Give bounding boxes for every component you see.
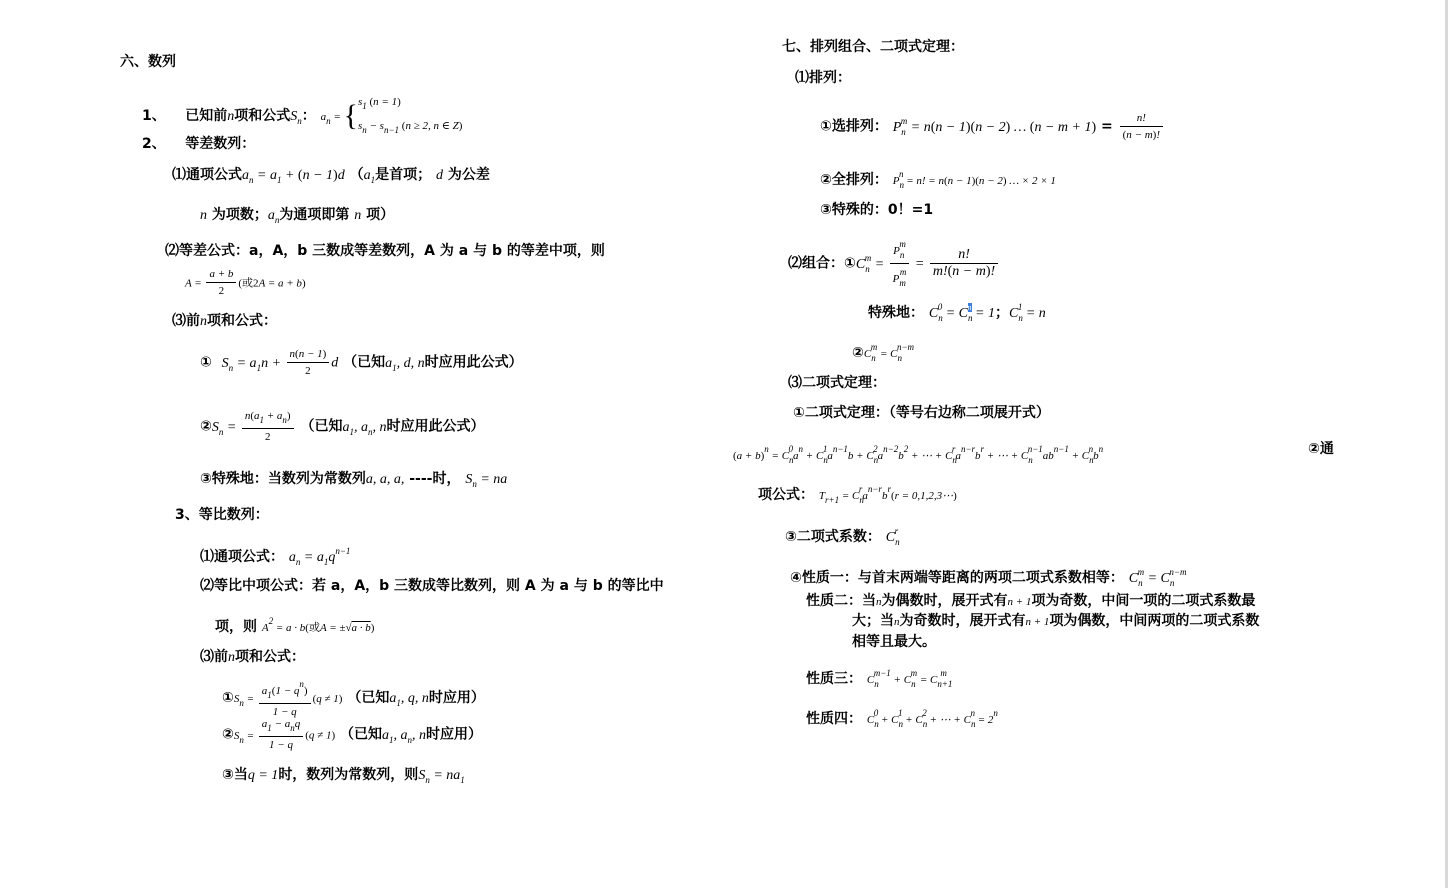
arith-sum-heading: ⑶前n项和公式： xyxy=(172,313,277,329)
full-permutation: ②全排列： $P_n^n = n$! = n(n − 1)(n − 2) … × 2 × 1 xyxy=(820,169,1056,190)
item-3: 3、等比数列： xyxy=(175,507,269,523)
heading-combinatorics: 七、排列组合、二项式定理： xyxy=(782,39,964,55)
binomial-theorem-heading: ①二项式定理：（等号右边称二项展开式） xyxy=(793,405,1050,421)
geo-mean-formula: 项，则 $A^2 = a \cdot b$(或A = ±√a · b) xyxy=(215,616,375,635)
heading-sequences: 六、数列 xyxy=(120,54,176,70)
binomial-expansion: $(a + b)^n = C_n^0a^n + C_n^1a^{n-1}b + C_n^2a^{n-2}b^2$ + ⋯ + $C_n^ra^{n-r}b^r$ + ⋯ + $C_n^{n-1}ab^{n-1} + C_n^nb^n$ xyxy=(733,444,1104,465)
special-factorial: ③特殊的：0！=1 xyxy=(820,202,934,218)
combination-formula: ⑵组合：$①C_n^m$ = $\frac{P_n^m}{P_m^m}$ = $\frac{n!}{m!(n - m)!}$ xyxy=(788,236,1000,291)
general-term-heading-a: ②通 xyxy=(1308,441,1334,457)
arith-sum-formula-2: $②S_n$ = $\frac{n(a_1 + a_n)}{2}$ （已知$a_1$, $a_n$, n时应用此公式） xyxy=(200,410,485,443)
binomial-heading: ⑶二项式定理： xyxy=(788,375,886,391)
geo-mean: ⑵等比中项公式：若 a，A，b 三数成等比数列，则 A 为 a 与 b 的等比中 xyxy=(200,578,664,594)
selective-permutation: ①选排列： $P_n^m = n(n - 1)(n - 2)$ … (n − m + 1) = $\frac{n!}{(n - m)!}$ xyxy=(820,110,1165,143)
geo-sum-formula-2: $②S_n$ = $\frac{a_1 - a_nq}{1 - q}$ (q ≠ 1) （已知$a_1$, $a_n$, n时应用） xyxy=(222,718,482,751)
arith-mean-formula: A = $\frac{a + b}{2}$ (或2A = a + b) xyxy=(185,268,306,297)
item-2: 2、 等差数列： xyxy=(142,136,256,152)
property-1: ④性质一：与首末两端等距离的两项二项式系数相等： $C_n^m = C_n^{n-m}$ xyxy=(790,567,1187,588)
geo-constant: ③当q = 1时，数列为常数列，则$S_n = na_1$ xyxy=(222,767,465,785)
arith-sum-formula-1: ① $S_n = a_1n$ + $\frac{n(n - 1)}{2}$ d （已知$a_1$, d, n时应用此公式） xyxy=(200,348,523,377)
arith-constant: ③特殊地：当数列为常数列a, a, a, ----时， $S_n$ = na xyxy=(200,471,508,489)
property-4: 性质四： $C_n^0 + C_n^1 + C_n^2$ + ⋯ + $C_n^n = 2^n$ xyxy=(806,708,998,729)
binomial-coefficient: ③二项式系数： $C_n^r$ xyxy=(785,526,900,547)
piecewise-formula: $s_1$ (n = 1) $s_n - s_{n-1}$ (n ≥ 2, n ∈ Z) xyxy=(357,96,463,135)
permutation-heading: ⑴排列： xyxy=(795,70,851,86)
property-2-line1: 性质二：当n为偶数时，展开式有n + 1项为奇数，中间一项的二项式系数最 xyxy=(806,593,1256,609)
geo-sum-formula-1: $①S_n$ = $\frac{a_1(1 - q^n)}{1 - q}$ (q ≠ 1) （已知$a_1$, q, n时应用） xyxy=(222,676,485,720)
property-2-line2: 大；当n为奇数时，展开式有n + 1项为偶数，中间两项的二项式系数 xyxy=(852,613,1260,629)
item-1: 1、 已知前n项和公式$S_n$： $a_n = \{s_1$ (n = 1) $s_n - s_{n-1}$ (n ≥ 2, n ∈ Z) xyxy=(142,92,462,140)
combination-symmetry: $②C_n^m = C_n^{n-m}$ xyxy=(852,342,915,363)
arith-mean: ⑵等差公式：a，A，b 三数成等差数列，A 为 a 与 b 的等差中项，则 xyxy=(165,243,605,259)
arith-general-term-note: n 为项数；$a_n$为通项即第 n 项） xyxy=(200,207,395,225)
combination-special: 特殊地： $C_n^0 = C_n^n = 1$；$C_n^1 = n$ xyxy=(868,302,1046,323)
geo-general-term: ⑴通项公式： $a_n = a_1q^{n-1}$ xyxy=(200,546,351,567)
geo-sum-heading: ⑶前n项和公式： xyxy=(200,649,305,665)
property-3: 性质三： $C_n^{m-1} + C_n^m = C_{n+1}^m$ xyxy=(806,668,953,689)
arith-general-term: ⑴通项公式$a_n = a_1 + (n - 1)d$ （$a_1$是首项； d 为公差 xyxy=(172,167,490,185)
general-term-formula: 项公式： $T_{r+1} = C_n^ra^{n-r}b^r(r$ = 0,1,2,3⋯) xyxy=(758,484,957,505)
property-2-line3: 相等且最大。 xyxy=(852,634,936,650)
